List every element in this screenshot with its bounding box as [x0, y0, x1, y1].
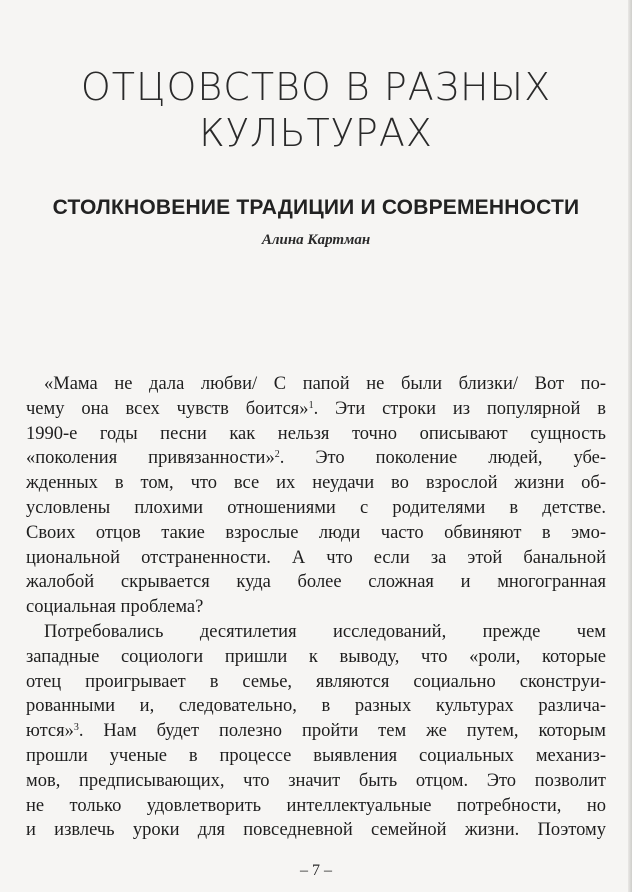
- footnote-ref: 3: [73, 722, 79, 734]
- text-line: жалобой скрывается куда более сложная и многогранная: [26, 572, 606, 593]
- text-line: чему она всех чувств боится»$^1$. Эти строки из популярной в: [26, 398, 606, 419]
- text-line: жденных в том, что все их неудачи во взрослой жизни об-: [26, 473, 606, 494]
- text-line: социальная проблема?: [26, 597, 204, 618]
- page-number: – 7 –: [300, 862, 332, 879]
- text-line: Своих отцов такие взрослые люди часто обвиняют в эмо-: [26, 522, 606, 543]
- chapter-title-line-2: КУЛЬТУРАХ: [199, 111, 433, 155]
- paragraph-2: [26, 620, 606, 843]
- paragraph-1: [26, 372, 606, 620]
- text-line: мов, предписывающих, что значит быть отцом. Это позволит: [26, 770, 606, 791]
- text-line: циональной отстраненности. А что если за этой банальной: [26, 547, 606, 568]
- author-name: Алина Картман: [261, 232, 371, 248]
- text-line: 1990-е годы песни как нельзя точно описывают сущность: [26, 423, 606, 444]
- text-line: рованными и, следовательно, в разных культурах различа-: [26, 696, 606, 717]
- footnote-ref: 2: [274, 449, 280, 461]
- text-line: не только удовлетворить интеллектуальные потребности, но: [26, 795, 606, 816]
- text-line: «поколения привязанности»$^2$. Это поколение людей, убе-: [26, 448, 606, 469]
- text-line: ются»$^3$. Нам будет полезно пройти тем же путем, которым: [26, 721, 606, 742]
- text-line: прошли ученые в процессе выявления социальных механиз-: [26, 745, 606, 766]
- text-line: «Мама не дала любви/ С папой не были близки/ Вот по-: [44, 374, 606, 394]
- text-line: западные социологи пришли к выводу, что «роли, которые: [26, 646, 606, 667]
- text-line: отец проигрывает в семье, являются социально сконструи-: [26, 671, 606, 692]
- text-line: и извлечь уроки для повседневной семейной жизни. Поэтому: [26, 820, 606, 841]
- text-line: Потребовались десятилетия исследований, прежде чем: [44, 622, 606, 642]
- chapter-title-line-1: ОТЦОВСТВО В РАЗНЫХ: [80, 65, 552, 109]
- footnote-ref: 1: [308, 399, 314, 411]
- section-title: СТОЛКНОВЕНИЕ ТРАДИЦИИ И СОВРЕМЕННОСТИ: [52, 196, 580, 219]
- text-line: условлены плохими отношениями с родителями в детстве.: [26, 497, 606, 518]
